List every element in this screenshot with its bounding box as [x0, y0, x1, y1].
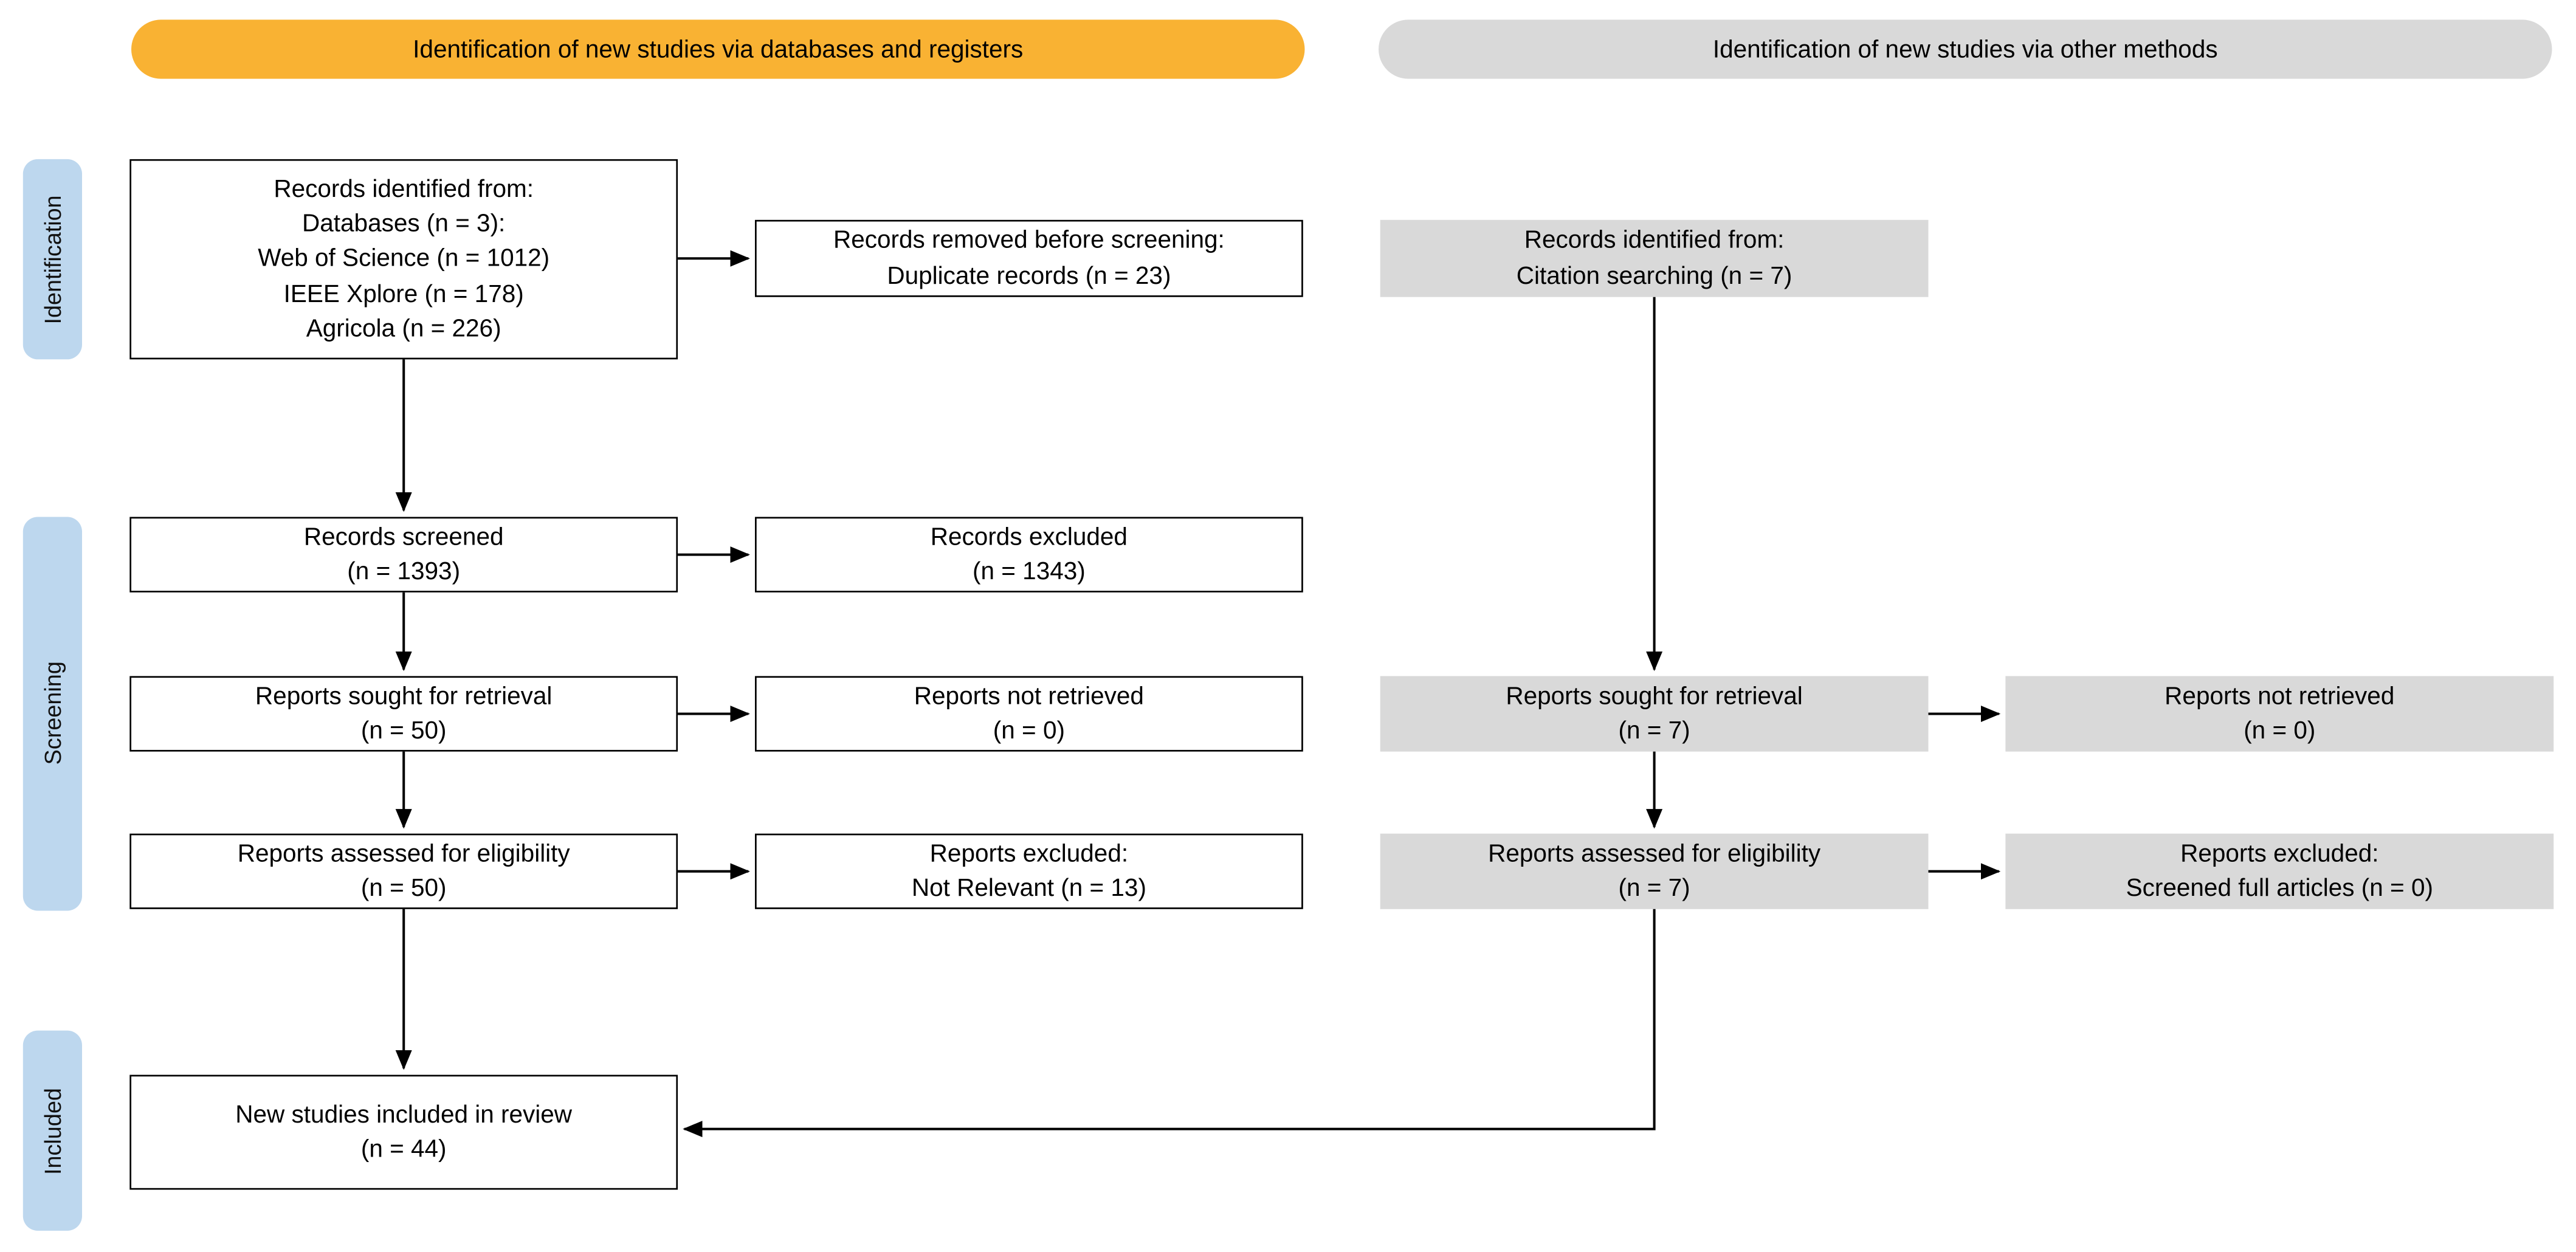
arrow-assessed-other-to-included	[684, 909, 1655, 1129]
box-line: (n = 7)	[1618, 875, 1690, 903]
box-line: (n = 50)	[360, 875, 447, 903]
box-line: (n = 1343)	[973, 558, 1086, 586]
box-reports-sought-other	[1380, 676, 1929, 751]
box-reports-sought-databases	[129, 676, 678, 751]
box-line: (n = 0)	[993, 717, 1066, 745]
box-reports-excluded-databases	[755, 834, 1303, 909]
box-line: Reports excluded:	[2180, 839, 2379, 868]
box-line: (n = 0)	[2244, 717, 2316, 745]
box-line: Records identified from:	[1524, 227, 1785, 255]
box-line: Reports assessed for eligibility	[1488, 839, 1821, 868]
box-records-excluded	[755, 517, 1303, 593]
box-line: Reports not retrieved	[914, 682, 1144, 710]
stage-label-included	[23, 1031, 82, 1231]
box-line: Records excluded	[930, 523, 1128, 551]
box-line: (n = 1393)	[347, 558, 461, 586]
box-line: New studies included in review	[235, 1100, 573, 1129]
box-line: Reports not retrieved	[2164, 682, 2395, 710]
box-reports-assessed-other	[1380, 834, 1929, 909]
box-records-identified-databases	[129, 159, 678, 359]
box-records-removed-before-screening	[755, 220, 1303, 297]
box-records-screened	[129, 517, 678, 593]
stage-label-text: Identification	[39, 194, 66, 324]
stage-label-text: Screening	[39, 662, 66, 766]
header-other-methods: Identification of new studies via other methods	[1379, 19, 2552, 78]
box-line: (n = 44)	[360, 1135, 447, 1164]
box-reports-not-retrieved-databases	[755, 676, 1303, 751]
box-line: Databases (n = 3):	[302, 210, 506, 238]
box-line: Reports sought for retrieval	[1506, 682, 1803, 710]
stage-label-screening	[23, 517, 82, 911]
box-records-identified-citation	[1380, 220, 1929, 297]
box-line: Duplicate records (n = 23)	[887, 261, 1171, 290]
header-databases-registers: Identification of new studies via databases and registers	[131, 19, 1305, 78]
box-line: IEEE Xplore (n = 178)	[283, 280, 524, 308]
stage-label-identification	[23, 159, 82, 359]
box-line: Screened full articles (n = 0)	[2126, 875, 2433, 903]
box-line: Not Relevant (n = 13)	[911, 875, 1146, 903]
box-line: Records removed before screening:	[833, 227, 1225, 255]
box-reports-assessed-databases	[129, 834, 678, 909]
box-line: Reports assessed for eligibility	[237, 839, 570, 868]
box-reports-excluded-other	[2005, 834, 2554, 909]
box-line: (n = 7)	[1618, 717, 1690, 745]
box-reports-not-retrieved-other	[2005, 676, 2554, 751]
box-line: Citation searching (n = 7)	[1516, 261, 1793, 290]
box-line: Reports sought for retrieval	[255, 682, 553, 710]
box-line: Agricola (n = 226)	[306, 315, 501, 343]
box-line: Reports excluded:	[929, 839, 1129, 868]
stage-label-text: Included	[39, 1087, 66, 1174]
box-new-studies-included	[129, 1075, 678, 1190]
box-line: Web of Science (n = 1012)	[258, 245, 550, 273]
box-line: Records screened	[303, 523, 504, 551]
box-line: (n = 50)	[360, 717, 447, 745]
box-line: Records identified from:	[274, 175, 534, 204]
